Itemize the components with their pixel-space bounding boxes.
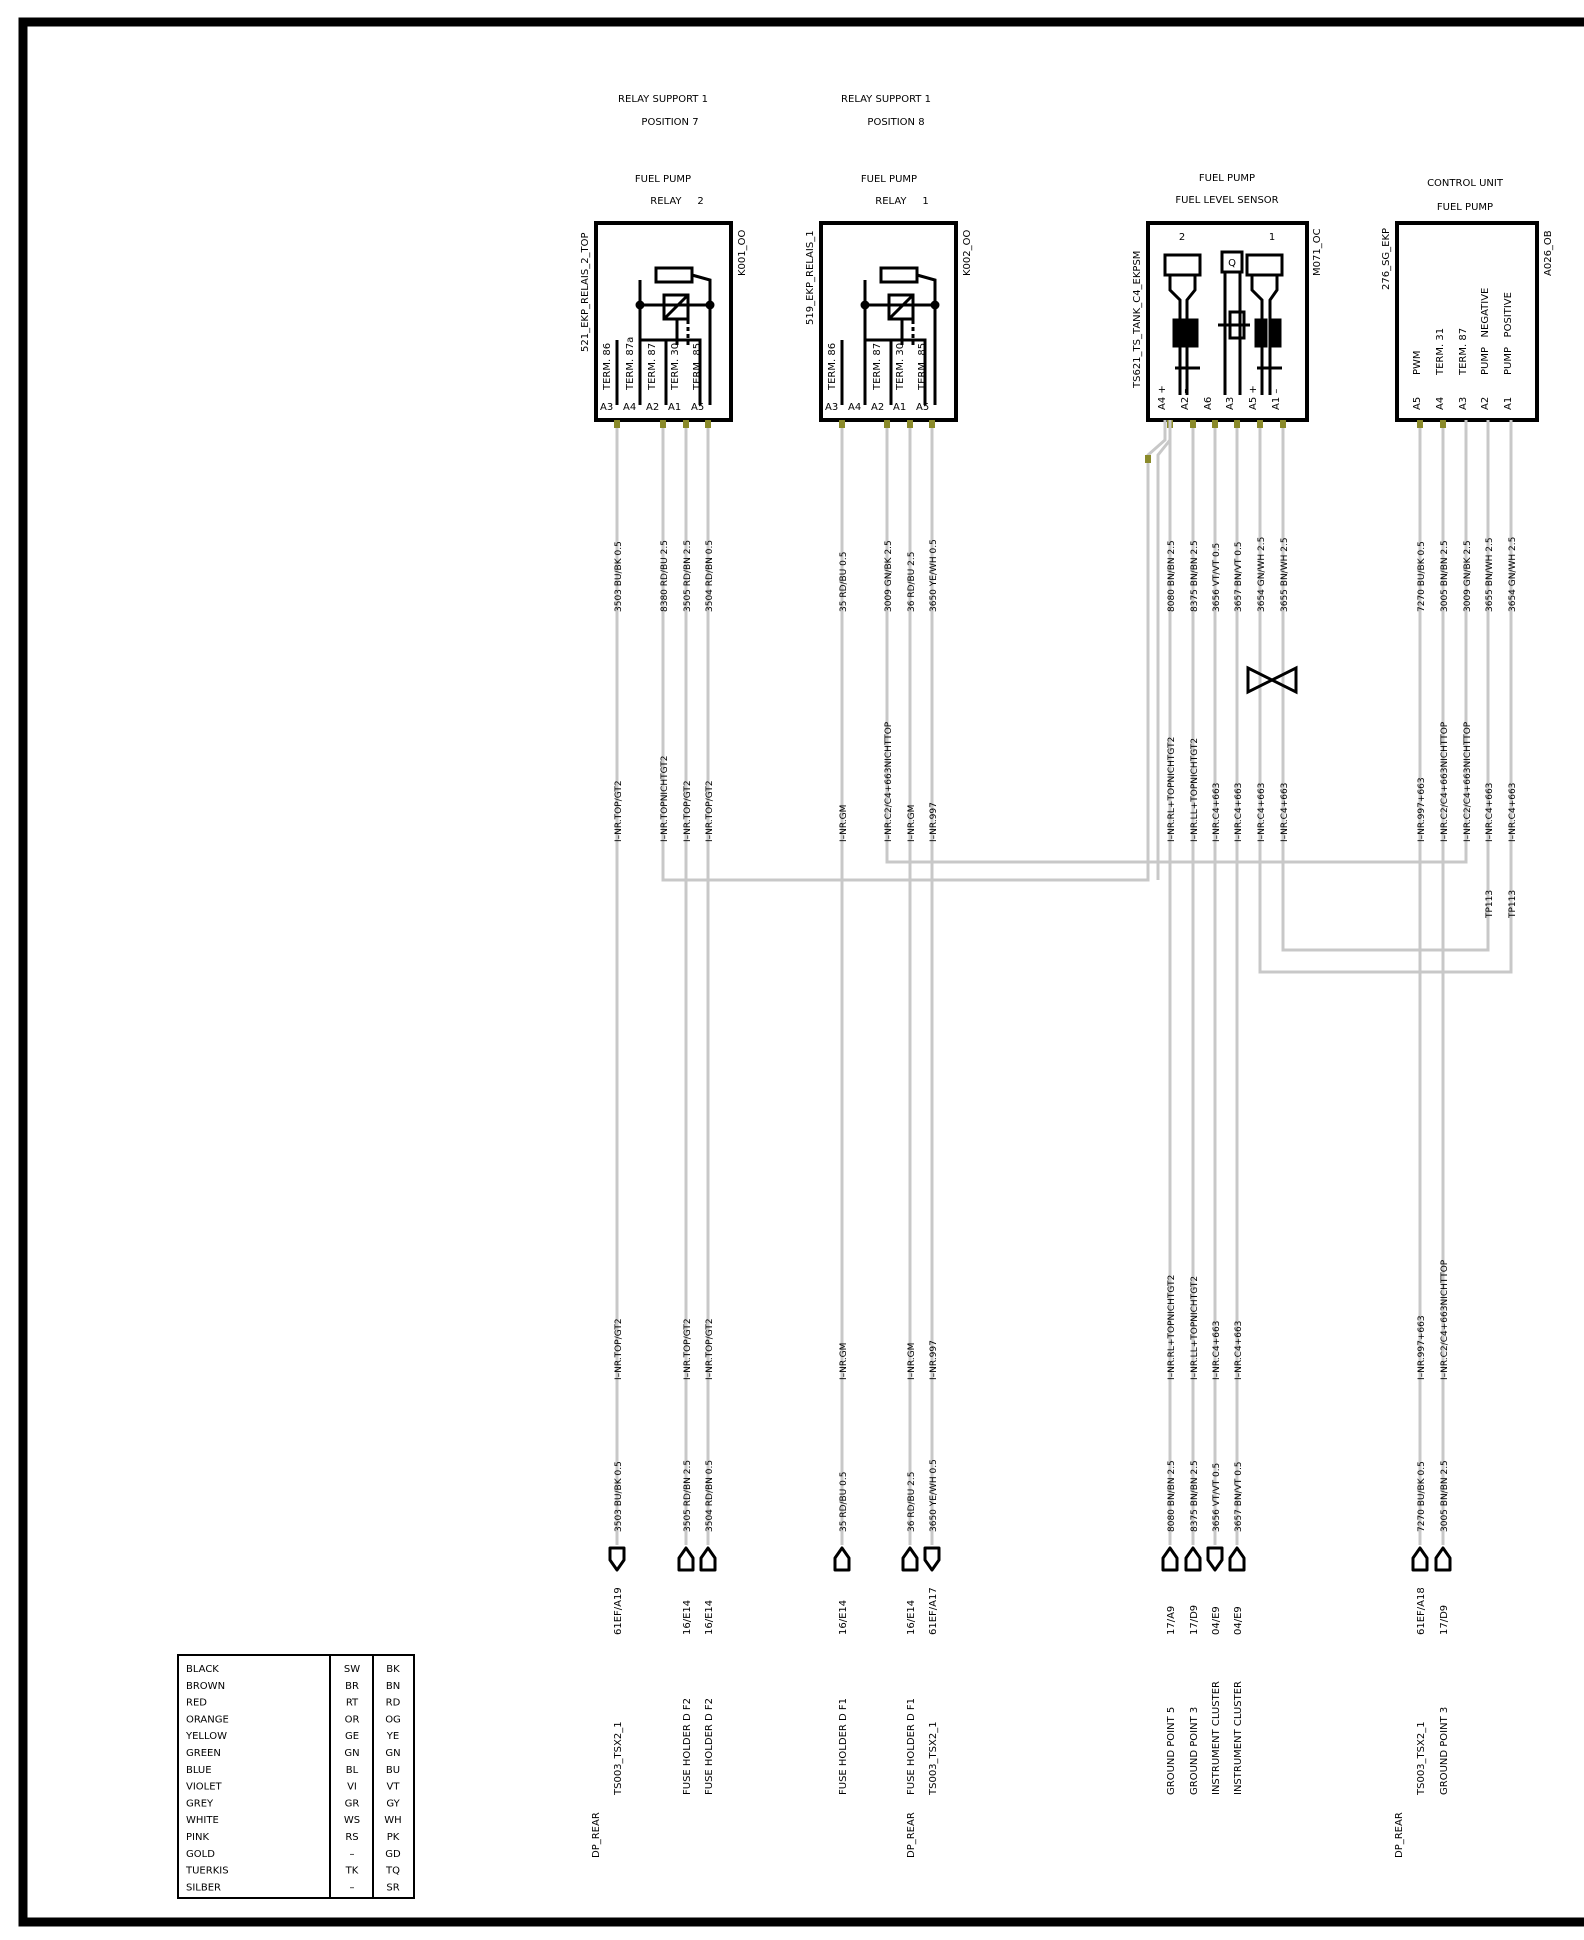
pin-terminal — [683, 420, 689, 428]
destination-prefix: DP_REAR — [591, 1812, 602, 1858]
wire-nr-label: I–NR.C4+663 — [1212, 782, 1222, 842]
legend-color-name: SILBER — [186, 1882, 221, 1894]
a026-term-1: PWM — [1412, 350, 1423, 375]
a026-term-4: PUMP NEGATIVE — [1480, 287, 1491, 375]
legend-en-code: PK — [386, 1832, 400, 1843]
destination-label: TS003_TSX2_1 — [1416, 1721, 1427, 1795]
destination-label: FUSE HOLDER D F2 — [682, 1697, 693, 1795]
legend-en-code: BN — [385, 1680, 401, 1692]
wire-label: 3009 GN/BK 2.5 — [884, 540, 894, 612]
a026-pin-5: A1 — [1503, 396, 1514, 410]
wire[interactable] — [1436, 420, 1450, 1795]
legend-color-name: BROWN — [186, 1680, 226, 1692]
connector-location: 16/E14 — [682, 1599, 693, 1635]
wire-nr-label-lower: I–NR.C4+663 — [1234, 1320, 1244, 1380]
a026-right-code: A026_OB — [1543, 230, 1554, 276]
wire[interactable] — [679, 420, 693, 1795]
destination-label: INSTRUMENT CLUSTER — [1211, 1681, 1222, 1795]
pin-terminal — [1190, 420, 1196, 428]
legend-de-code: OR — [344, 1714, 360, 1726]
wire-nr-label: I–NR.997 — [929, 802, 939, 842]
a026-term-2: TERM. 31 — [1435, 327, 1446, 375]
legend-en-code: OG — [385, 1714, 401, 1726]
destination-label: FUSE HOLDER D F1 — [838, 1697, 849, 1795]
connector-closed-icon — [835, 1548, 849, 1570]
k001-term-2: TERM. 87a — [625, 336, 636, 390]
pin-terminal — [1145, 455, 1151, 463]
wire-nr-label-lower: I–NR.LL+TOPNICHTGT2 — [1190, 1275, 1200, 1380]
legend-de-code: BR — [345, 1680, 359, 1692]
k002-pin-1: A3 — [825, 402, 839, 413]
legend-color-name: GREEN — [186, 1748, 221, 1759]
wire-nr-label: I–NR.C2/C4+663NICHTTOP — [884, 721, 894, 842]
destination-label: TS003_TSX2_1 — [613, 1721, 624, 1795]
wire-nr-label: I–NR.C4+663 — [1257, 782, 1267, 842]
wire-label-lower: 3503 BU/BK 0.5 — [614, 1461, 624, 1532]
wire-label-lower: 7270 BU/BK 0.5 — [1417, 1461, 1427, 1532]
m071-header-1: FUEL PUMP — [1198, 173, 1256, 184]
m071-sub-2: 2 — [1178, 232, 1186, 243]
m071-header-2: FUEL LEVEL SENSOR — [1175, 195, 1279, 206]
connector-location: 04/E9 — [1233, 1606, 1244, 1635]
wire[interactable] — [903, 420, 917, 1795]
k001-header-3: FUEL PUMP — [634, 174, 692, 185]
wire[interactable] — [701, 420, 715, 1795]
destination-prefix: DP_REAR — [1394, 1812, 1405, 1858]
legend-en-code: BU — [385, 1764, 401, 1776]
legend-color-name: VIOLET — [186, 1781, 222, 1793]
destination-label: FUSE HOLDER D F1 — [906, 1697, 917, 1795]
wire-nr-label-lower: I–NR.GM — [839, 1342, 849, 1380]
connector-open-icon — [925, 1548, 939, 1570]
connector-location: 16/E14 — [704, 1599, 715, 1635]
wire-label: 3657 BN/VT 0.5 — [1234, 541, 1244, 612]
wire-nr-label-lower: I–NR.997+663 — [1417, 1315, 1427, 1380]
legend-color-name: ORANGE — [186, 1714, 229, 1726]
a026-pin-2: A4 — [1435, 396, 1446, 410]
wires-layer — [591, 420, 1518, 1858]
legend-color-name: GREY — [186, 1798, 214, 1810]
connector-location: 16/E14 — [838, 1599, 849, 1635]
m071-side-code: TS621_TS_TANK_C4_EKPSM — [1132, 250, 1143, 388]
wire-label: 8080 BN/BN 2.5 — [1167, 540, 1177, 612]
wire[interactable] — [1394, 420, 1427, 1858]
legend-de-code: WS — [343, 1815, 361, 1827]
k001-term-1: TERM. 86 — [602, 342, 613, 390]
a026-side-code: 276_SG_EKP — [1381, 227, 1392, 290]
k002-right-code: K002_OO — [962, 229, 973, 276]
pin-terminal — [1440, 420, 1446, 428]
wire-nr-label-lower: I–NR.C2/C4+663NICHTTOP — [1440, 1259, 1450, 1380]
m071-pin-1: A4 + — [1157, 385, 1168, 410]
connector-closed-icon — [701, 1548, 715, 1570]
wire-nr-label: I–NR.C4+663 — [1485, 782, 1495, 842]
k002-pin-3: A2 — [871, 402, 885, 413]
m071-pin-4: A3 — [1225, 396, 1236, 410]
destination-prefix: DP_REAR — [906, 1812, 917, 1858]
wire[interactable] — [1257, 420, 1511, 972]
connector-location: 17/A9 — [1166, 1605, 1177, 1635]
legend-color-name: YELLOW — [186, 1731, 227, 1743]
wire-label: 3009 GN/BK 2.5 — [1463, 540, 1473, 612]
wire-label: 3654 GN/WH 2.5 — [1257, 536, 1267, 612]
k002-term-1: TERM. 86 — [827, 342, 838, 390]
wire-label: 3503 BU/BK 0.5 — [614, 541, 624, 612]
k001-header-2: POSITION 7 — [641, 117, 699, 128]
wire-nr-label: I–NR.GM — [907, 804, 917, 842]
twisted-pair-icon — [1248, 668, 1296, 692]
connector-closed-icon — [1230, 1548, 1244, 1570]
wire-label: 3655 BN/WH 2.5 — [1280, 537, 1290, 612]
wire-nr-label-lower: I–NR.C4+663 — [1212, 1320, 1222, 1380]
wire[interactable] — [591, 420, 624, 1858]
wire-label-lower: 35 RD/BU 0.5 — [839, 1471, 849, 1532]
wire[interactable] — [1145, 455, 1151, 880]
destination-label: GROUND POINT 3 — [1189, 1706, 1200, 1795]
wire-nr-label-lower: I–NR.GM — [907, 1342, 917, 1380]
wire-label: 3654 GN/WH 2.5 — [1508, 536, 1518, 612]
destination-label: INSTRUMENT CLUSTER — [1233, 1681, 1244, 1795]
m071-sub-q: Q — [1228, 258, 1236, 269]
wire-nr-label: I–NR.TOP/GT2 — [683, 780, 693, 842]
wire-nr-label-lower: I–NR.TOP/GT2 — [614, 1318, 624, 1380]
wire-nr-label: I–NR.C4+663 — [1508, 782, 1518, 842]
wire-nr-label: I–NR.C2/C4+663NICHTTOP — [1440, 721, 1450, 842]
legend-color-name: GOLD — [186, 1848, 215, 1860]
wire-label: 36 RD/BU 2.5 — [907, 551, 917, 612]
wire-label: 8375 BN/BN 2.5 — [1190, 540, 1200, 612]
component-k002[interactable] — [805, 94, 973, 420]
connector-open-icon — [1208, 1548, 1222, 1570]
connector-location: 61EF/A19 — [613, 1587, 624, 1635]
k001-side-code: 521_EKP_RELAIS_2_TOP — [580, 232, 591, 352]
pin-terminal — [1417, 420, 1423, 428]
pin-terminal — [839, 420, 845, 428]
wire-label: 3650 YE/WH 0.5 — [929, 539, 939, 612]
legend-de-code: TK — [345, 1865, 359, 1877]
legend-en-code: VT — [386, 1781, 400, 1793]
a026-pin-3: A3 — [1458, 396, 1469, 410]
wire-nr-label: I–NR.RL+TOPNICHTGT2 — [1167, 736, 1177, 842]
wire-label-lower: 3005 BN/BN 2.5 — [1440, 1460, 1450, 1532]
destination-label: TS003_TSX2_1 — [928, 1721, 939, 1795]
pin-terminal — [1257, 420, 1263, 428]
k001-right-code: K001_OO — [737, 229, 748, 276]
wire-label: 8380 RD/BU 2.5 — [660, 540, 670, 612]
m071-sub-1: 1 — [1268, 232, 1276, 243]
legend-en-code: TQ — [386, 1865, 400, 1877]
k001-term-3: TERM. 87 — [647, 342, 658, 390]
a026-term-5: PUMP POSITIVE — [1503, 292, 1514, 375]
wire-nr-label: I–NR.C2/C4+663NICHTTOP — [1463, 721, 1473, 842]
k002-pin-2: A4 — [848, 402, 862, 413]
a026-pin-4: A2 — [1480, 396, 1491, 410]
wire[interactable] — [1280, 420, 1488, 950]
wire-label-lower: 3650 YE/WH 0.5 — [929, 1459, 939, 1532]
wire-label: 3504 RD/BN 0.5 — [705, 539, 715, 612]
connector-closed-icon — [679, 1548, 693, 1570]
destination-label: GROUND POINT 3 — [1439, 1706, 1450, 1795]
wire-nr-label: I–NR.C4+663 — [1234, 782, 1244, 842]
component-m071[interactable] — [1132, 173, 1323, 420]
color-legend — [178, 1655, 414, 1898]
connector-location: 61EF/A17 — [928, 1587, 939, 1635]
k002-header-3: FUEL PUMP — [860, 174, 918, 185]
pin-terminal — [1234, 420, 1240, 428]
wire-nr-label: I–NR.LL+TOPNICHTGT2 — [1190, 737, 1200, 842]
wire-tp-label: TP113 — [1485, 889, 1495, 918]
legend-color-name: RED — [186, 1697, 207, 1709]
wire-label: 35 RD/BU 0.5 — [839, 551, 849, 612]
wire-nr-label: I–NR.C4+663 — [1280, 782, 1290, 842]
destination-label: FUSE HOLDER D F2 — [704, 1697, 715, 1795]
wire[interactable] — [1163, 420, 1177, 1795]
wire-nr-label: I–NR.997+663 — [1417, 777, 1427, 842]
a026-box — [1397, 223, 1537, 420]
legend-en-code: GN — [385, 1748, 401, 1759]
a026-header-2: FUEL PUMP — [1436, 202, 1494, 213]
m071-right-code: M071_OC — [1312, 228, 1323, 276]
pin-terminal — [705, 420, 711, 428]
wire-label: 3656 VT/VT 0.5 — [1212, 542, 1222, 612]
connector-open-icon — [610, 1548, 624, 1570]
wire-nr-label: I–NR.TOPNICHTGT2 — [660, 755, 670, 842]
wire-label-lower: 3505 RD/BN 2.5 — [683, 1459, 693, 1532]
legend-en-code: WH — [384, 1815, 402, 1827]
k002-side-code: 519_EKP_RELAIS_1 — [805, 230, 816, 325]
wire-label-lower: 3657 BN/VT 0.5 — [1234, 1461, 1244, 1532]
connector-closed-icon — [903, 1548, 917, 1570]
wire-label-lower: 8375 BN/BN 2.5 — [1190, 1460, 1200, 1532]
connector-closed-icon — [1186, 1548, 1200, 1570]
k001-header-4: RELAY 2 — [650, 196, 704, 207]
pin-terminal — [929, 420, 935, 428]
component-a026[interactable] — [1381, 178, 1554, 420]
wire-label: 3655 BN/WH 2.5 — [1485, 537, 1495, 612]
legend-en-code: GD — [385, 1848, 401, 1860]
connector-location: 17/D9 — [1439, 1604, 1450, 1635]
pin-terminal — [1212, 420, 1218, 428]
legend-color-name: BLUE — [186, 1764, 212, 1776]
k002-pin-5: A5 — [916, 402, 930, 413]
wire-nr-label-lower: I–NR.RL+TOPNICHTGT2 — [1167, 1274, 1177, 1380]
wire-tp-label: TP113 — [1508, 889, 1518, 918]
k002-term-3: TERM. 87 — [872, 342, 883, 390]
legend-en-code: RD — [385, 1697, 401, 1709]
wire-nr-label: I–NR.TOP/GT2 — [705, 780, 715, 842]
k001-pin-3: A2 — [646, 402, 660, 413]
destination-label: GROUND POINT 5 — [1166, 1706, 1177, 1795]
k002-pin-4: A1 — [893, 402, 907, 413]
wire-label: 3005 BN/BN 2.5 — [1440, 540, 1450, 612]
connector-closed-icon — [1436, 1548, 1450, 1570]
k002-header-4: RELAY 1 — [875, 196, 929, 207]
m071-pin-3: A6 — [1203, 396, 1214, 410]
connector-location: 04/E9 — [1211, 1606, 1222, 1635]
pin-terminal — [907, 420, 913, 428]
wire[interactable] — [1186, 420, 1200, 1795]
connector-location: 17/D9 — [1189, 1604, 1200, 1635]
wire-nr-label-lower: I–NR.TOP/GT2 — [683, 1318, 693, 1380]
connector-closed-icon — [1413, 1548, 1427, 1570]
wire-nr-label: I–NR.TOP/GT2 — [614, 780, 624, 842]
wire-label: 7270 BU/BK 0.5 — [1417, 541, 1427, 612]
m071-pin-5: A5 + — [1248, 385, 1259, 410]
legend-de-code: SW — [343, 1664, 361, 1675]
k001-term-5: TERM. 85 — [692, 342, 703, 390]
legend-color-name: TUERKIS — [186, 1865, 229, 1877]
legend-de-code: GN — [344, 1748, 360, 1759]
legend-en-code: SR — [386, 1882, 400, 1894]
legend-color-name: PINK — [186, 1832, 210, 1843]
k002-term-4: TERM. 30 — [895, 342, 906, 390]
legend-en-code: GY — [386, 1798, 400, 1810]
legend-de-code: GE — [344, 1731, 360, 1743]
legend-de-code: – — [349, 1882, 355, 1894]
legend-de-code: VI — [347, 1781, 357, 1793]
k001-pin-4: A1 — [668, 402, 682, 413]
connector-location: 61EF/A18 — [1416, 1587, 1427, 1635]
a026-pin-1: A5 — [1412, 396, 1423, 410]
wire-nr-label-lower: I–NR.997 — [929, 1340, 939, 1380]
k001-pin-5: A5 — [691, 402, 705, 413]
pin-terminal — [884, 420, 890, 428]
m071-pin-6: A1 – — [1271, 388, 1282, 410]
k001-pin-2: A4 — [623, 402, 637, 413]
k001-pin-1: A3 — [600, 402, 614, 413]
wire-label-lower: 36 RD/BU 2.5 — [907, 1471, 917, 1532]
wire-label-lower: 8080 BN/BN 2.5 — [1167, 1460, 1177, 1532]
wire-nr-label: I–NR.GM — [839, 804, 849, 842]
wire[interactable] — [1208, 420, 1222, 1795]
a026-header-1: CONTROL UNIT — [1427, 178, 1503, 189]
pin-terminal — [614, 420, 620, 428]
k002-header-2: POSITION 8 — [867, 117, 925, 128]
k002-header-1: RELAY SUPPORT 1 — [841, 94, 931, 105]
legend-de-code: – — [349, 1848, 355, 1860]
connector-location: 16/E14 — [906, 1599, 917, 1635]
k002-term-5: TERM. 85 — [917, 342, 928, 390]
wire[interactable] — [1230, 420, 1244, 1795]
legend-de-code: RS — [345, 1832, 359, 1843]
pin-terminal — [660, 420, 666, 428]
pin-terminal — [1280, 420, 1286, 428]
k001-header-1: RELAY SUPPORT 1 — [618, 94, 708, 105]
legend-de-code: GR — [344, 1798, 360, 1810]
m071-pin-2: A2 – — [1180, 388, 1191, 410]
legend-en-code: BK — [386, 1664, 400, 1675]
wire-label: 3505 RD/BN 2.5 — [683, 539, 693, 612]
wire-nr-label-lower: I–NR.TOP/GT2 — [705, 1318, 715, 1380]
legend-color-name: BLACK — [186, 1664, 219, 1675]
connector-closed-icon — [1163, 1548, 1177, 1570]
legend-en-code: YE — [386, 1731, 400, 1743]
component-k001[interactable] — [580, 94, 748, 420]
legend-color-name: WHITE — [186, 1815, 219, 1827]
a026-term-3: TERM. 87 — [1458, 327, 1469, 375]
k001-term-4: TERM. 30 — [670, 342, 681, 390]
wire-label-lower: 3656 VT/VT 0.5 — [1212, 1462, 1222, 1532]
wire[interactable] — [835, 420, 849, 1795]
legend-de-code: RT — [345, 1697, 359, 1709]
legend-de-code: BL — [345, 1764, 359, 1776]
wire-label-lower: 3504 RD/BN 0.5 — [705, 1459, 715, 1532]
